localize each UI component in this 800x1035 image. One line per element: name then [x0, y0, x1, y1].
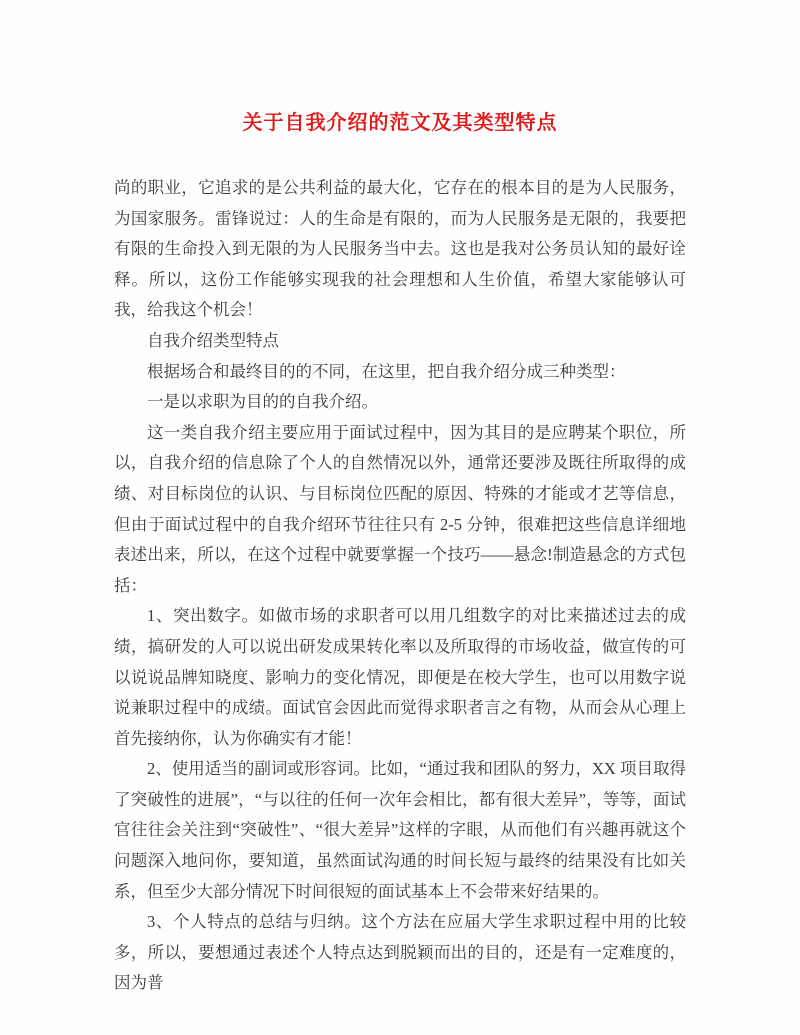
paragraph: 这一类自我介绍主要应用于面试过程中，因为其目的是应聘某个职位，所以，自我介绍的信息除了个人的自然情况以外，通常还要涉及既往所取得的成绩、对目标岗位的认识、与目标岗位匹配的原因、特殊的才能或才艺等信息，但由于面试过程中的自我介绍环节往往只有 2-5 分钟，很难把这些信息详细地表述出来，所以，在这个过程中就要掌握一个技巧——悬念!制造悬念的方式包括： — [114, 422, 686, 595]
paragraph: 一是以求职为目的的自我介绍。 — [147, 392, 378, 412]
paragraph: 根据场合和最终目的的不同，在这里，把自我介绍分成三种类型： — [147, 361, 626, 381]
paragraph: 尚的职业，它追求的是公共利益的最大化，它存在的根本目的是为人民服务，为国家服务。雷锋说过：人的生命是有限的，而为人民服务是无限的，我要把有限的生命投入到无限的为人民服务当中去。这也是我对公务员认知的最好诠释。所以，这份工作能够实现我的社会理想和人生价值，希望大家能够认可我，给我这个机会！ — [114, 178, 686, 320]
list-item-paragraph: 2、使用适当的副词或形容词。比如，“通过我和团队的努力，XX 项目取得了突破性的进展”，“与以往的任何一次年会相比，都有很大差异”，等等，面试官往往会关注到“突破性”、“很大差异”这样的字眼，从而他们有兴趣再就这个问题深入地问你，要知道，虽然面试沟通的时间长短与最终的结果没有比如关系，但至少大部分情况下时间很短的面试基本上不会带来好结果的。 — [114, 759, 686, 901]
list-item-paragraph: 1、突出数字。如做市场的求职者可以用几组数字的对比来描述过去的成绩，搞研发的人可以说出研发成果转化率以及所取得的市场收益，做宣传的可以说说品牌知晓度、影响力的变化情况，即便是在校大学生，也可以用数字说说兼职过程中的成绩。面试官会因此而觉得求职者言之有物，从而会从心理上首先接纳你，认为你确实有才能！ — [114, 606, 686, 748]
document-body — [114, 173, 686, 999]
list-item-paragraph: 3、个人特点的总结与归纳。这个方法在应届大学生求职过程中用的比较多，所以，要想通过表述个人特点达到脱颖而出的目的，还是有一定难度的，因为普 — [114, 912, 686, 993]
page-title: 关于自我介绍的范文及其类型特点 — [242, 112, 558, 134]
section-heading: 自我介绍类型特点 — [147, 330, 279, 350]
